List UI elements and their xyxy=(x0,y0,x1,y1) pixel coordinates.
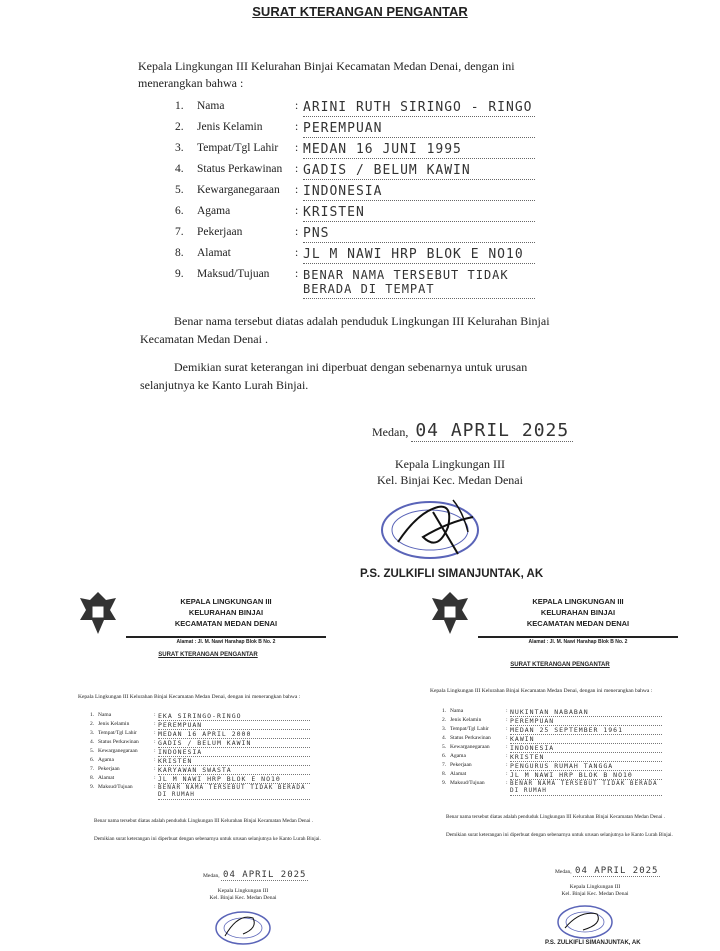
field-label: Maksud/Tujuan xyxy=(197,268,270,280)
field-number: 3. xyxy=(442,726,447,732)
field-number: 7. xyxy=(90,766,95,772)
date-line xyxy=(555,866,660,876)
field-row-tempat-tgl-lahir xyxy=(175,142,535,163)
field-value: KARYAWAN SWASTA xyxy=(158,766,310,775)
field-number: 6. xyxy=(90,757,95,763)
field-value: INDONESIA xyxy=(303,184,535,201)
field-label: Pekerjaan xyxy=(450,762,472,768)
field-value: KRISTEN xyxy=(158,757,310,766)
field-row xyxy=(442,708,662,717)
field-label: Tempat/Tgl Lahir xyxy=(197,142,279,154)
field-row xyxy=(90,739,310,748)
letterhead xyxy=(126,596,326,629)
signer-name: P.S. ZULKIFLI SIMANJUNTAK, AK xyxy=(545,940,641,946)
field-label: Kewarganegaraan xyxy=(450,744,490,750)
letterhead-line: KECAMATAN MEDAN DENAI xyxy=(526,619,630,628)
field-row-nama xyxy=(175,100,535,121)
field-value: KAWIN xyxy=(510,735,662,744)
field-colon: : xyxy=(154,748,156,754)
field-label: Jenis Kelamin xyxy=(450,717,482,723)
signer-name: P.S. ZULKIFLI SIMANJUNTAK, AK xyxy=(360,568,544,580)
field-number: 8. xyxy=(175,247,184,259)
field-label: Jenis Kelamin xyxy=(98,721,130,727)
field-label: Agama xyxy=(197,205,231,217)
official-stamp-icon xyxy=(213,908,273,946)
field-colon: : xyxy=(154,721,156,727)
field-colon: : xyxy=(506,708,508,714)
field-colon: : xyxy=(154,766,156,772)
field-label: Pekerjaan xyxy=(197,226,243,238)
field-number: 9. xyxy=(175,268,184,280)
field-colon: : xyxy=(506,753,508,759)
field-label: Maksud/Tujuan xyxy=(98,784,133,790)
field-label: Maksud/Tujuan xyxy=(450,780,485,786)
field-label: Kewarganegaraan xyxy=(98,748,138,754)
field-row xyxy=(442,726,662,735)
office-line: Kepala Lingkungan III xyxy=(569,884,621,890)
field-colon: : xyxy=(295,163,299,175)
field-row xyxy=(90,757,310,766)
letter-title: SURAT KTERANGAN PENGANTAR xyxy=(510,662,610,668)
office-line: Kel. Binjai Kec. Medan Denai xyxy=(561,891,629,897)
official-stamp-signature xyxy=(378,492,498,562)
field-value: INDONESIA xyxy=(158,748,310,757)
field-number: 8. xyxy=(90,775,95,781)
field-colon: : xyxy=(295,226,299,238)
field-number: 6. xyxy=(175,205,184,217)
garuda-emblem-icon xyxy=(430,590,470,636)
field-number: 5. xyxy=(175,184,184,196)
field-label: Nama xyxy=(197,100,225,112)
field-label: Kewarganegaraan xyxy=(197,184,280,196)
field-number: 9. xyxy=(90,784,95,790)
letter-title: SURAT KTERANGAN PENGANTAR xyxy=(158,652,258,658)
field-colon: : xyxy=(506,744,508,750)
field-label: Nama xyxy=(450,708,464,714)
field-value: MEDAN 16 JUNI 1995 xyxy=(303,142,535,159)
field-colon: : xyxy=(154,775,156,781)
field-row-maksud-tujuan xyxy=(175,268,535,304)
field-row-status-perkawinan xyxy=(175,163,535,184)
field-colon: : xyxy=(295,205,299,217)
office-line: Kel. Binjai Kec. Medan Denai xyxy=(209,895,277,901)
field-value: KRISTEN xyxy=(303,205,535,222)
field-row-jenis-kelamin xyxy=(175,121,535,142)
field-number: 5. xyxy=(90,748,95,754)
date-value: 04 APRIL 2025 xyxy=(223,870,307,880)
letter-title: SURAT KTERANGAN PENGANTAR xyxy=(252,4,468,19)
signatory-office xyxy=(360,456,540,488)
field-colon: : xyxy=(154,712,156,718)
field-row-pekerjaan xyxy=(175,226,535,247)
field-label: Alamat xyxy=(98,775,115,781)
field-label: Alamat xyxy=(450,771,467,777)
field-value: GADIS / BELUM KAWIN xyxy=(158,739,310,748)
field-row xyxy=(90,766,310,775)
office-line: Kepala Lingkungan III xyxy=(217,888,269,894)
field-number: 1. xyxy=(442,708,447,714)
date-line xyxy=(372,420,573,442)
field-row xyxy=(442,744,662,753)
field-value: PENGURUS RUMAH TANGGA xyxy=(510,762,662,771)
field-value: KRISTEN xyxy=(510,753,662,762)
field-colon: : xyxy=(154,730,156,736)
field-value: PEREMPUAN xyxy=(158,721,310,730)
field-number: 9. xyxy=(442,780,447,786)
field-value: BENAR NAMA TERSEBUT TIDAK BERADA DI RUMAH xyxy=(510,780,662,796)
letter-intro: Kepala Lingkungan III Kelurahan Binjai Kecamatan Medan Denai, dengan ini menerangkan bahwa : xyxy=(138,59,515,90)
field-number: 8. xyxy=(442,771,447,777)
letter-intro: Kepala Lingkungan III Kelurahan Binjai Kecamatan Medan Denai, dengan ini menerangkan bahwa : xyxy=(430,688,653,694)
field-row xyxy=(442,753,662,762)
field-row xyxy=(90,775,310,784)
date-place: Medan, xyxy=(203,873,220,879)
field-value: MEDAN 16 APRIL 2000 xyxy=(158,730,310,739)
field-label: Status Perkawinan xyxy=(197,163,283,175)
date-place: Medan, xyxy=(555,869,572,875)
field-row xyxy=(90,721,310,730)
field-value: BENAR NAMA TERSEBUT TIDAK BERADA DI RUMAH xyxy=(158,784,310,800)
field-label: Agama xyxy=(450,753,466,759)
field-colon: : xyxy=(295,121,299,133)
field-row xyxy=(442,717,662,726)
field-colon: : xyxy=(154,739,156,745)
field-number: 6. xyxy=(442,753,447,759)
field-number: 1. xyxy=(175,100,184,112)
date-place: Medan, xyxy=(372,425,409,439)
field-number: 3. xyxy=(90,730,95,736)
statement-paragraph: Benar nama tersebut diatas adalah penduduk Lingkungan III Kelurahan Binjai Kecamatan Medan Denai . xyxy=(140,314,550,346)
field-colon: : xyxy=(154,784,156,790)
field-label: Tempat/Tgl Lahir xyxy=(98,730,137,736)
field-value: PEREMPUAN xyxy=(303,121,535,138)
field-colon: : xyxy=(506,771,508,777)
field-value: GADIS / BELUM KAWIN xyxy=(303,163,535,180)
field-label: Jenis Kelamin xyxy=(197,121,263,133)
field-label: Nama xyxy=(98,712,112,718)
field-label: Status Perkawinan xyxy=(98,739,139,745)
field-value: ARINI RUTH SIRINGO - RINGO xyxy=(303,100,535,117)
field-colon: : xyxy=(295,247,299,259)
field-row xyxy=(90,712,310,721)
field-label: Pekerjaan xyxy=(98,766,120,772)
date-line xyxy=(203,870,308,880)
field-colon: : xyxy=(506,726,508,732)
field-row xyxy=(442,780,662,797)
field-number: 4. xyxy=(90,739,95,745)
field-row xyxy=(90,748,310,757)
letter-intro: Kepala Lingkungan III Kelurahan Binjai Kecamatan Medan Denai, dengan ini menerangkan bahwa : xyxy=(78,694,301,700)
field-value: NUKINTAN NABABAN xyxy=(510,708,662,717)
field-list xyxy=(442,708,662,797)
date-value: 04 APRIL 2025 xyxy=(411,420,573,442)
field-number: 2. xyxy=(90,721,95,727)
official-stamp-icon xyxy=(555,902,615,940)
signatory-office xyxy=(540,884,650,898)
field-number: 3. xyxy=(175,142,184,154)
closing-paragraph: Demikian surat keterangan ini diperbuat dengan sebenarnya untuk urusan selanjutnya ke Kanto Lurah Binjai. xyxy=(446,832,673,838)
field-row xyxy=(442,735,662,744)
field-value: JL M NAWI HRP BLOK B NO10 xyxy=(510,771,662,780)
letter-copy-left xyxy=(78,590,378,951)
field-value: INDONESIA xyxy=(510,744,662,753)
office-line: Kel. Binjai Kec. Medan Denai xyxy=(377,473,523,487)
field-number: 2. xyxy=(175,121,184,133)
field-colon: : xyxy=(506,780,508,786)
field-colon: : xyxy=(295,184,299,196)
field-value: PEREMPUAN xyxy=(510,717,662,726)
field-number: 5. xyxy=(442,744,447,750)
field-colon: : xyxy=(506,717,508,723)
field-colon: : xyxy=(295,142,299,154)
field-colon: : xyxy=(154,757,156,763)
field-row xyxy=(90,784,310,801)
field-label: Agama xyxy=(98,757,114,763)
letterhead-line: KECAMATAN MEDAN DENAI xyxy=(174,619,278,628)
letterhead-line: KELURAHAN BINJAI xyxy=(540,608,616,617)
field-row xyxy=(90,730,310,739)
field-label: Tempat/Tgl Lahir xyxy=(450,726,489,732)
letterhead-line: KEPALA LINGKUNGAN III xyxy=(180,597,272,606)
field-number: 7. xyxy=(175,226,184,238)
field-colon: : xyxy=(295,268,299,280)
field-row-alamat xyxy=(175,247,535,268)
statement-paragraph: Benar nama tersebut diatas adalah penduduk Lingkungan III Kelurahan Binjai Kecamatan Medan Denai . xyxy=(94,818,313,824)
signatory-office xyxy=(188,888,298,902)
date-value: 04 APRIL 2025 xyxy=(575,866,659,876)
field-colon: : xyxy=(506,762,508,768)
garuda-emblem-icon xyxy=(78,590,118,636)
letterhead xyxy=(478,596,678,629)
letterhead-address: Alamat : Jl. M. Nawi Harahap Blok B No. 2 xyxy=(126,636,326,645)
field-label: Alamat xyxy=(197,247,231,259)
field-row xyxy=(442,771,662,780)
field-number: 7. xyxy=(442,762,447,768)
field-number: 4. xyxy=(175,163,184,175)
field-number: 1. xyxy=(90,712,95,718)
field-value: PNS xyxy=(303,226,535,243)
field-value: MEDAN 25 SEPTEMBER 1961 xyxy=(510,726,662,735)
field-value: EKA SIRINGO-RINGO xyxy=(158,712,310,721)
field-label: Status Perkawinan xyxy=(450,735,491,741)
field-row-kewarganegaraan xyxy=(175,184,535,205)
field-list xyxy=(175,100,535,304)
letterhead-line: KEPALA LINGKUNGAN III xyxy=(532,597,624,606)
field-value: BENAR NAMA TERSEBUT TIDAK BERADA DI TEMPAT xyxy=(303,268,535,299)
letterhead-address: Alamat : Jl. M. Nawi Harahap Blok B No. 2 xyxy=(478,636,678,645)
field-value: JL M NAWI HRP BLOK E NO10 xyxy=(303,247,535,264)
letterhead-line: KELURAHAN BINJAI xyxy=(188,608,264,617)
field-colon: : xyxy=(506,735,508,741)
field-row-agama xyxy=(175,205,535,226)
field-row xyxy=(442,762,662,771)
office-line: Kepala Lingkungan III xyxy=(395,457,505,471)
letter-copy-right xyxy=(430,590,720,951)
field-number: 2. xyxy=(442,717,447,723)
field-list xyxy=(90,712,310,801)
field-value: JL M NAWI HRP BLOK E NO10 xyxy=(158,775,310,784)
field-colon: : xyxy=(295,100,299,112)
field-number: 4. xyxy=(442,735,447,741)
closing-paragraph: Demikian surat keterangan ini diperbuat dengan sebenarnya untuk urusan selanjutnya ke Kanto Lurah Binjai. xyxy=(140,360,528,392)
closing-paragraph: Demikian surat keterangan ini diperbuat dengan sebenarnya untuk urusan selanjutnya ke Kanto Lurah Binjai. xyxy=(94,836,321,842)
statement-paragraph: Benar nama tersebut diatas adalah penduduk Lingkungan III Kelurahan Binjai Kecamatan Medan Denai . xyxy=(446,814,665,820)
